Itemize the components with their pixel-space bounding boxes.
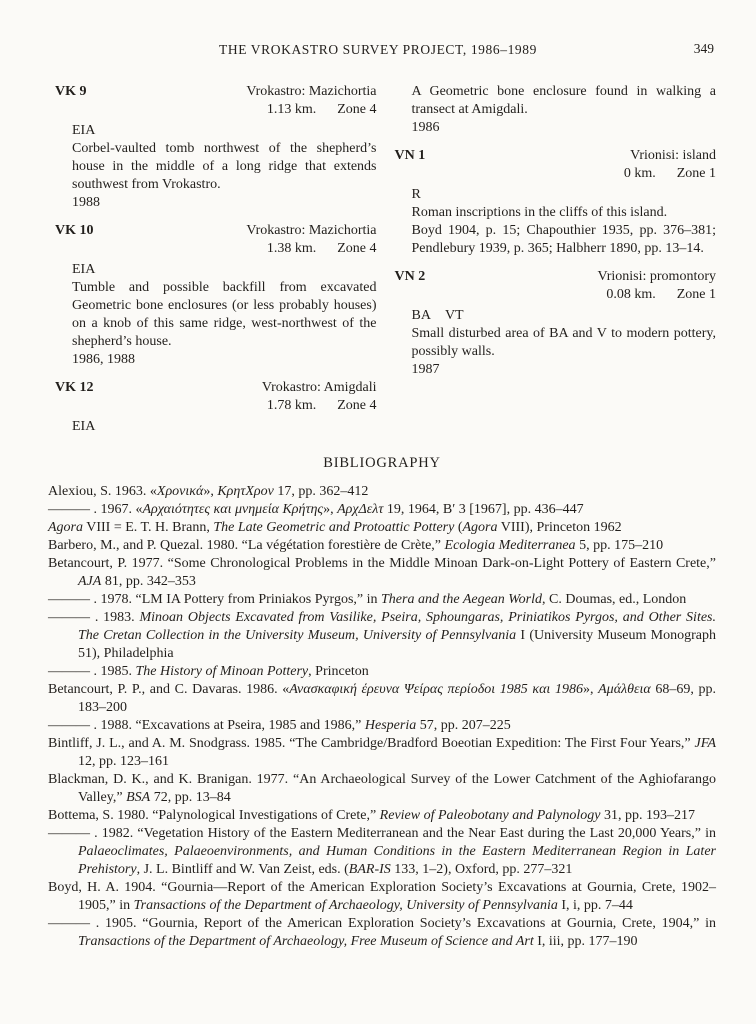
entry-years: 1986, 1988 [72, 352, 135, 367]
entry-site: Vrionisi: promontory [597, 269, 716, 284]
bibliography-entry: Betancourt, P. 1977. “Some Chronological Problems in the Middle Minoan Dark-on-Light Pottery of Eastern Crete,” AJA 81, pp. 342–353 [48, 556, 716, 589]
running-head-title: THE VROKASTRO SURVEY PROJECT, 1986–1989 [219, 42, 537, 57]
entry-zone: Zone 1 [676, 166, 716, 181]
entry-id: VN 1 [394, 148, 426, 163]
bibliography-entry: ——— . 1967. «Αρχαιότητες και μνημεία Κρήτης», ΑρχΔελτ 19, 1964, Β′ 3 [1967], pp. 436–447 [48, 502, 584, 517]
site-entry-vk10 [55, 222, 377, 369]
entry-distance: 1.13 km. [266, 102, 317, 117]
entry-id: VK 12 [55, 380, 94, 395]
entry-periods: EIA [72, 262, 96, 277]
bibliography-entry: Blackman, D. K., and K. Branigan. 1977. “An Archaeological Survey of the Lower Catchment of the Aghiofarango Valley,” BSA 72, pp. 13–84 [48, 772, 716, 805]
entry-distance: 1.78 km. [266, 398, 317, 413]
entry-periods: EIA [72, 419, 96, 434]
bibliography-section [0, 436, 756, 951]
entry-years: 1987 [411, 362, 440, 377]
entry-location [262, 379, 377, 415]
entry-location [246, 83, 376, 119]
entry-periods: R [411, 187, 421, 202]
entry-description: Roman inscriptions in the cliffs of this island. [411, 205, 668, 220]
entry-site: Vrionisi: island [630, 148, 716, 163]
entry-periods: BA VT [411, 308, 464, 323]
entry-site: Vrokastro: Amigdali [261, 380, 377, 395]
entry-head [55, 379, 377, 415]
bibliography-entry: Betancourt, P. P., and C. Davaras. 1986. «Ανασκαφική έρευνα Ψείρας περίοδοι 1985 και 1986», Αμάλθεια 68–69, pp. 183–200 [48, 682, 717, 715]
bibliography-entry: Barbero, M., and P. Quezal. 1980. “La végétation forestière de Crète,” Ecologia Mediterranea 5, pp. 175–210 [48, 538, 664, 553]
bibliography-entry: ——— . 1985. The History of Minoan Pottery, Princeton [48, 664, 369, 679]
entry-head [55, 222, 377, 258]
bibliography-entry: Bottema, S. 1980. “Palynological Investigations of Crete,” Review of Paleobotany and Palynology 31, pp. 193–217 [48, 808, 695, 823]
entry-head [55, 83, 377, 119]
site-entry-vk12 [55, 379, 377, 436]
bibliography-entry: Agora VIII = E. T. H. Brann, The Late Geometric and Protoattic Pottery (Agora VIII), Princeton 1962 [48, 520, 622, 535]
bibliography-entry: ——— . 1905. “Gournia, Report of the American Exploration Society’s Excavations at Gournia, Crete, 1904,” in Transactions of the Department of Archaeology, Free Museum of Science and Art I, iii, pp. 177–190 [48, 916, 716, 949]
bibliography-entry: Boyd, H. A. 1904. “Gournia—Report of the American Exploration Society’s Excavations at Gournia, Crete, 1902–1905,” in Transactions of the Department of Archaeology, University of Pennsylvania I, i, pp. 7–44 [48, 880, 716, 913]
entry-distance-zone [624, 165, 716, 183]
entry-description: Corbel-vaulted tomb northwest of the shepherd’s house in the middle of a long ridge that extends southwest from Vrokastro. [72, 141, 377, 192]
bibliography-entry: ——— . 1988. “Excavations at Pseira, 1985 and 1986,” Hesperia 57, pp. 207–225 [48, 718, 511, 733]
entry-location [624, 147, 716, 183]
entry-periods: EIA [72, 123, 96, 138]
left-column [55, 83, 377, 436]
entry-continuation-year: 1986 [411, 120, 440, 135]
bibliography-entry: ——— . 1983. Minoan Objects Excavated from Vasilike, Pseira, Sphoungaras, Priniatikos Pyrgos, and Other Sites. The Cretan Collection in the University Museum, University of Pennsylvania I (University Museum Monograph 51), Philadelphia [48, 610, 716, 661]
bibliography-entry: ——— . 1978. “LM IA Pottery from Priniakos Pyrgos,” in Thera and the Aegean World, C. Doumas, ed., London [48, 592, 687, 607]
entry-distance: 0.08 km. [606, 287, 656, 302]
site-entry-vn1 [395, 147, 717, 258]
right-column [395, 83, 717, 436]
entry-references: Boyd 1904, p. 15; Chapouthier 1935, pp. 376–381; Pendlebury 1939, p. 365; Halbherr 1890, pp. 13–14. [411, 223, 716, 256]
bibliography-list [48, 483, 716, 951]
entry-zone: Zone 4 [337, 241, 377, 256]
page-number: 349 [693, 41, 714, 56]
entry-zone: Zone 4 [337, 398, 377, 413]
entry-description: Small disturbed area of BA and V to modern pottery, possibly walls. [411, 326, 716, 359]
entry-zone: Zone 1 [676, 287, 716, 302]
bibliography-entry: ——— . 1982. “Vegetation History of the Eastern Mediterranean and the Near East during the Last 20,000 Years,” in Palaeoclimates, Palaeoenvironments, and Human Conditions in the Eastern Mediterranean Region in Later Prehistory, J. L. Bintliff and W. Van Zeist, eds. (BAR-IS 133, 1–2), Oxford, pp. 277–321 [48, 826, 716, 877]
bibliography-entry: Alexiou, S. 1963. «Χρονικά», ΚρητΧρον 17, pp. 362–412 [48, 484, 369, 499]
entry-id: VK 9 [55, 84, 87, 99]
entry-continuation-text: A Geometric bone enclosure found in walking a transect at Amigdali. [411, 84, 716, 117]
entry-zone: Zone 4 [337, 102, 377, 117]
entry-id: VK 10 [55, 223, 94, 238]
entry-distance-zone [246, 240, 376, 258]
entry-site: Vrokastro: Mazichortia [246, 84, 377, 99]
entry-site: Vrokastro: Mazichortia [246, 223, 377, 238]
site-entry-vn2 [395, 268, 717, 379]
page-header [0, 0, 756, 59]
entry-description: Tumble and possible backfill from excavated Geometric bone enclosures (or less probably houses) on a knob of this same ridge, west-northwest of the shepherd’s house. [72, 280, 377, 349]
entry-distance-zone [597, 286, 716, 304]
entry-distance: 1.38 km. [266, 241, 317, 256]
entry-id: VN 2 [394, 269, 426, 284]
entry-distance: 0 km. [623, 166, 656, 181]
entry-distance-zone [262, 397, 377, 415]
bibliography-entry: Bintliff, J. L., and A. M. Snodgrass. 1985. “The Cambridge/Bradford Boeotian Expedition: The First Four Years,” JFA 12, pp. 123–161 [48, 736, 716, 769]
entry-location [597, 268, 716, 304]
entry-location [246, 222, 376, 258]
catalogue-columns [0, 59, 756, 436]
site-entry-vk9 [55, 83, 377, 212]
entry-distance-zone [246, 101, 376, 119]
entry-years: 1988 [72, 195, 100, 210]
bibliography-heading: BIBLIOGRAPHY [323, 455, 441, 471]
entry-head [395, 268, 717, 304]
entry-head [395, 147, 717, 183]
